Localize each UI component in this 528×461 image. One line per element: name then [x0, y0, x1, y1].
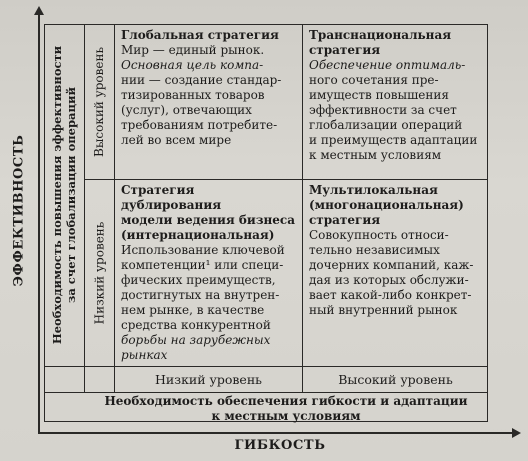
divider-rows	[84, 179, 488, 180]
divider-levels-bottom	[44, 392, 488, 393]
x-axis-line	[38, 432, 516, 434]
y-axis-arrow-icon	[34, 6, 44, 15]
x-axis-arrow-icon	[512, 428, 521, 438]
y-need-label-wrap	[44, 24, 84, 366]
transnational-strategy-title: Транснациональная стратегия	[309, 28, 452, 57]
y-axis-line	[38, 12, 40, 433]
y-need-label: Необходимость повышения эффективности за счет глобализации операций	[50, 45, 79, 345]
y-high-level-label: Высокий уровень	[92, 46, 107, 157]
international-strategy-title: Стратегия дублирования модели ведения бизнеса (интернациональная)	[121, 183, 295, 242]
x-need-label: Необходимость обеспечения гибкости и адаптации к местным условиям	[104, 394, 468, 423]
international-strategy-text: Использование ключевой компетенции¹ или специ- фических преимуществ, достигнутых на внутрен- нем рынке, в качестве средства конкурентной борьбы на зарубежных рынках	[121, 243, 285, 362]
cell-global-strategy	[115, 26, 302, 178]
x-low-level-label: Низкий уровень	[155, 372, 262, 387]
global-strategy-text: Мир — единый рынок. Основная цель компа- нии — создание стандар- тизированных товаров (услуг), отвечающих требованиям потребите- лей во всем мире	[121, 43, 282, 147]
y-high-level-wrap	[84, 24, 114, 179]
y-low-level-wrap	[84, 179, 114, 366]
cell-international-strategy	[115, 181, 302, 366]
multilocal-strategy-text: Совокупность относи- тельно независимых дочерних компаний, каж- дая из которых обслужи- вает какой-либо конкрет- ный внутренний рынок	[309, 228, 474, 317]
global-strategy-title: Глобальная стратегия	[121, 28, 279, 42]
divider-matrix-bottom	[44, 366, 488, 367]
y-axis-title-wrap	[4, 90, 34, 330]
y-axis-title: ЭФФЕКТИВНОСТЬ	[11, 134, 27, 286]
cell-multilocal-strategy	[303, 181, 488, 366]
x-high-level-label: Высокий уровень	[338, 372, 453, 387]
multilocal-strategy-title: Мультилокальная (многонациональная) стратегия	[309, 183, 464, 227]
y-low-level-label: Низкий уровень	[92, 221, 106, 324]
transnational-strategy-text: Обеспечение оптималь- ного сочетания пре- имуществ повышения эффективности за счет глобализации операций и преимуществ адаптации к местным условиям	[309, 58, 478, 162]
cell-transnational-strategy	[303, 26, 488, 178]
x-axis-title: ГИБКОСТЬ	[234, 438, 326, 453]
